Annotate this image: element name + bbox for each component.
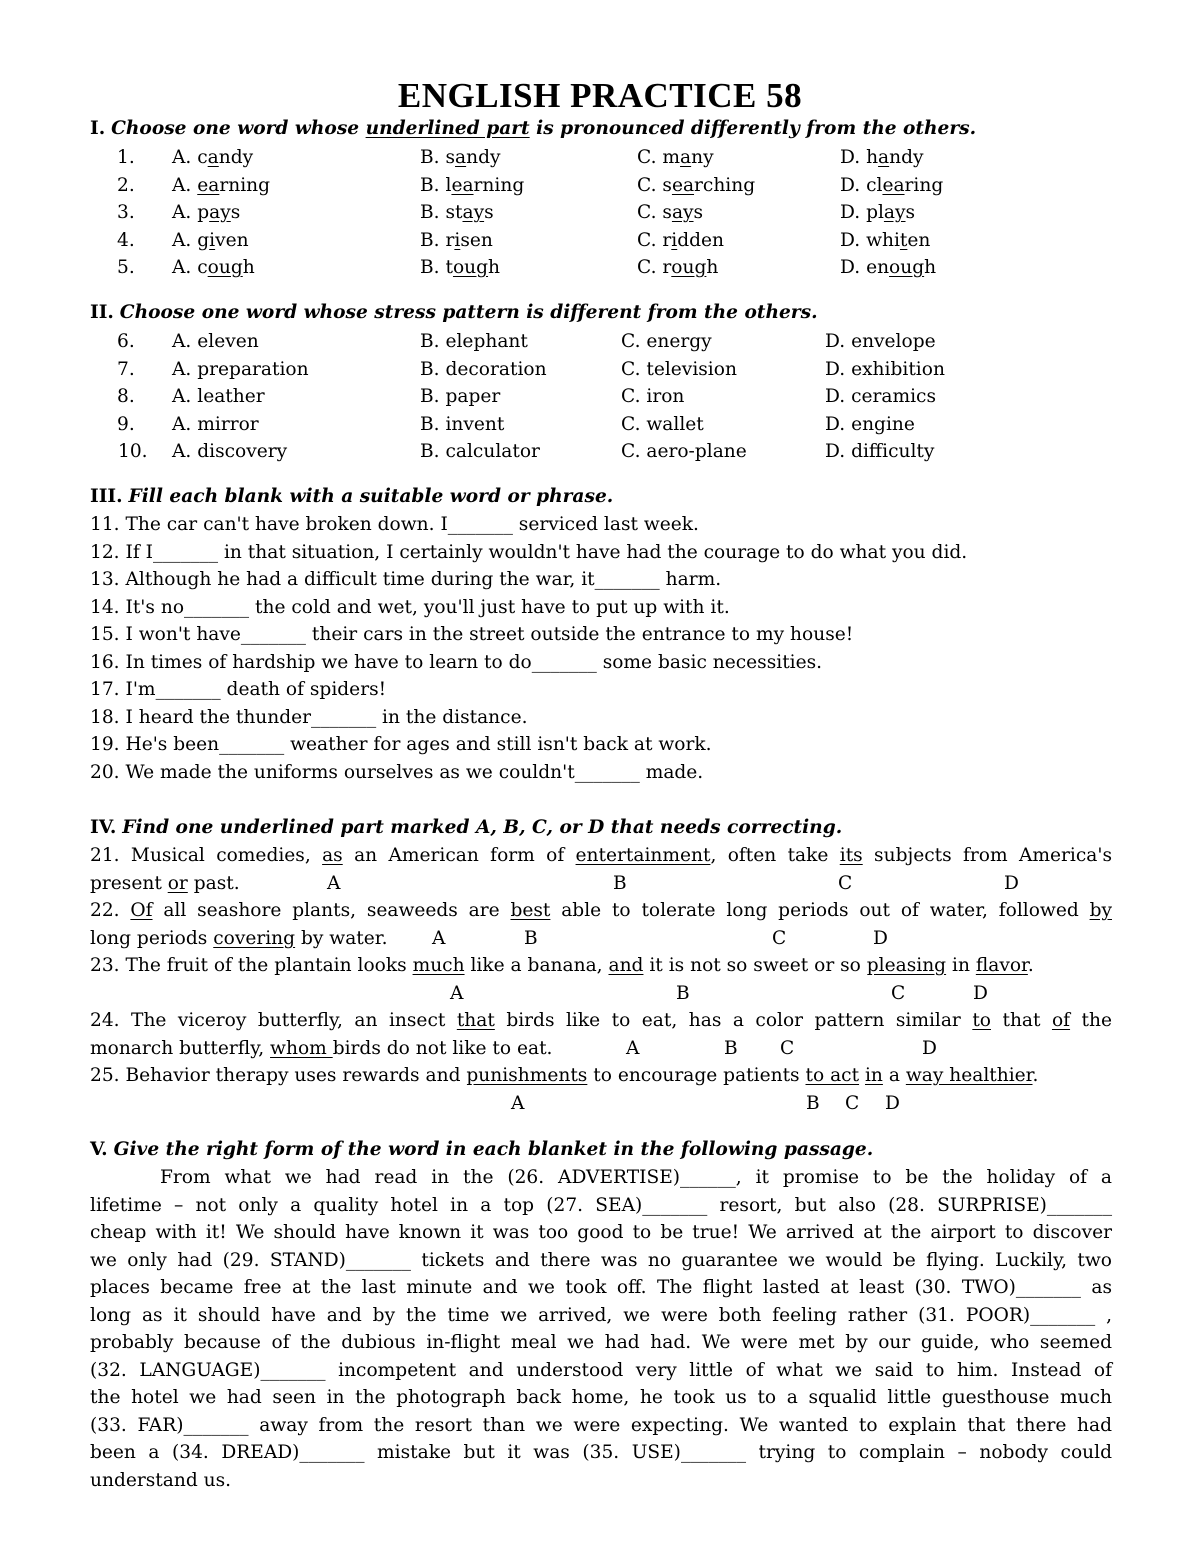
option-a: A. pays <box>172 202 241 223</box>
option-d: D. clearing <box>840 174 944 196</box>
underlined-part-d: way healthier <box>905 1065 1033 1086</box>
answer-letter-d: D <box>885 1093 900 1114</box>
passage-line: long as it should have and by the time we arrived, we were both feeling rather (31. POOR)_______ , <box>90 1304 1112 1326</box>
passage-line: probably because of the dubious in-flight meal we had had. We were met by our guide, who seemed <box>90 1332 1112 1353</box>
passage-line: (33. FAR)_______ away from the resort than we were expecting. We wanted to explain that there had <box>90 1414 1112 1436</box>
question-number: 2. <box>117 174 135 196</box>
question-number: 9. <box>117 413 135 435</box>
page-title: ENGLISH PRACTICE 58 <box>397 76 803 115</box>
passage-line: (32. LANGUAGE)_______ incompetent and understood very little of what we said to him. Instead of <box>90 1359 1112 1381</box>
underlined-part-a: that <box>456 1010 495 1031</box>
underlined-part-c: in <box>864 1065 883 1086</box>
answer-letter-b: B <box>613 873 627 894</box>
option-d: D. enough <box>840 257 937 278</box>
option-c: C. wallet <box>621 413 704 435</box>
section-number: II. <box>90 302 114 323</box>
passage-line: been a (34. DREAD)_______ mistake but it was (35. USE)_______ trying to complain – nobody could <box>90 1442 1112 1463</box>
passage-line: understand us. <box>90 1469 232 1491</box>
option-a: A. eleven <box>172 331 259 352</box>
underlined-part-c: pleasing <box>866 955 947 976</box>
answer-letter-b: B <box>676 983 690 1004</box>
option-b: B. stays <box>420 202 494 223</box>
answer-letter-c: C <box>772 928 787 949</box>
question-number: 7. <box>117 358 135 380</box>
option-d: D. plays <box>840 202 916 223</box>
option-b: B. sandy <box>420 147 501 168</box>
underlined-part-c: of <box>1051 1010 1071 1031</box>
fill-blank-item: 15. I won't have_______ their cars in the street outside the entrance to my house! <box>90 624 854 645</box>
option-d: D. envelope <box>825 331 936 352</box>
answer-letter-d: D <box>973 983 988 1004</box>
underlined-part-d: or <box>167 873 188 894</box>
passage-line: lifetime – not only a quality hotel in a top (27. SEA)_______ resort, but also (28. SURPRISE)_______ <box>90 1194 1112 1216</box>
question-number: 1. <box>117 147 135 168</box>
section-5-heading <box>90 1139 873 1160</box>
fill-blank-item: 16. In times of hardship we have to learn to do_______ some basic necessities. <box>90 651 823 673</box>
passage-line: places became free at the last minute and we took off. The flight lasted at least (30. TWO)_______ as <box>90 1277 1112 1298</box>
answer-letter-a: A <box>450 983 464 1004</box>
underlined-part-b: to <box>972 1010 991 1031</box>
error-question-25-line-1: 25. Behavior therapy uses rewards and punishments to encourage patients to act in a way healthier. <box>90 1065 1039 1086</box>
answer-letter-a: A <box>432 928 446 949</box>
underlined-part-b: entertainment <box>575 845 711 866</box>
answer-letter-c: C <box>891 983 906 1004</box>
section-instruction: Choose one word whose underlined part is pronounced differently from the others. <box>111 118 977 139</box>
section-instruction: Choose one word whose stress pattern is different from the others. <box>119 302 818 323</box>
passage-line: cheap with it! We should have known it was too good to be true! We arrived at the airport to discover <box>90 1222 1112 1243</box>
error-question-21-line-2: present or past. <box>90 873 240 894</box>
section-instruction: Fill each blank with a suitable word or phrase. <box>128 486 614 507</box>
question-number: 5. <box>117 257 135 278</box>
underlined-part-b: to act <box>805 1065 860 1086</box>
answer-letter-a: A <box>511 1093 525 1114</box>
section-instruction: Find one underlined part marked A, B, C, or D that needs correcting. <box>122 817 843 838</box>
passage-line: the hotel we had seen in the photograph back home, he took us to a squalid little guesthouse much <box>90 1387 1112 1408</box>
option-a: A. preparation <box>172 358 309 380</box>
section-4-heading <box>90 817 842 838</box>
answer-letter-b: B <box>724 1038 738 1059</box>
answer-letter-d: D <box>873 928 888 949</box>
option-b: B. paper <box>420 386 501 407</box>
underlined-part-d: flavor <box>975 955 1028 976</box>
error-question-22-line-2: long periods covering by water. <box>90 928 388 949</box>
answer-letter-c: C <box>845 1093 860 1114</box>
option-c: C. energy <box>621 331 712 352</box>
option-d: D. engine <box>825 413 915 435</box>
section-2-heading <box>90 302 818 323</box>
option-a: A. mirror <box>172 413 259 435</box>
option-b: B. learning <box>420 174 525 196</box>
answer-letter-b: B <box>524 928 538 949</box>
error-question-21-line-1: 21. Musical comedies, as an American form of entertainment, often take its subjects from America's <box>90 845 1112 866</box>
underlined-part-a: much <box>412 955 465 976</box>
option-c: C. rough <box>637 257 719 278</box>
option-a: A. discovery <box>172 441 288 462</box>
option-b: B. decoration <box>420 358 547 380</box>
fill-blank-item: 18. I heard the thunder_______ in the distance. <box>90 706 528 728</box>
section-number: I. <box>90 118 106 139</box>
option-d: D. difficulty <box>825 441 935 462</box>
underlined-part-c: its <box>839 845 863 866</box>
fill-blank-item: 19. He's been_______ weather for ages and still isn't back at work. <box>90 734 712 755</box>
option-c: C. aero-plane <box>621 441 747 462</box>
passage-line: we only had (29. STAND)_______ tickets and there was no guarantee we would be flying. Luckily, two <box>90 1249 1112 1271</box>
underlined-part-a: as <box>322 845 343 866</box>
passage-line: From what we had read in the (26. ADVERTISE)______, it promise to be the holiday of a <box>160 1167 1112 1188</box>
fill-blank-item: 17. I'm_______ death of spiders! <box>90 679 387 700</box>
option-b: B. risen <box>420 229 493 251</box>
option-b: B. calculator <box>420 441 540 462</box>
question-number: 6. <box>117 331 135 352</box>
underlined-part-a: punishments <box>466 1065 588 1086</box>
option-d: D. handy <box>840 147 924 168</box>
question-number: 8. <box>117 386 135 407</box>
option-d: D. whiten <box>840 229 931 251</box>
section-1-heading <box>90 118 976 139</box>
underlined-part-d: whom <box>270 1038 333 1059</box>
option-b: B. elephant <box>420 331 528 352</box>
error-question-22-line-1: 22. Of all seashore plants, seaweeds are best able to tolerate long periods out of water, followed by <box>90 900 1112 921</box>
section-number: IV. <box>90 817 117 838</box>
underlined-part-a: Of <box>130 900 153 921</box>
option-c: C. television <box>621 358 737 380</box>
option-a: A. cough <box>172 257 255 278</box>
answer-letter-b: B <box>806 1093 820 1114</box>
answer-letter-d: D <box>922 1038 937 1059</box>
question-number: 10. <box>118 441 148 462</box>
question-number: 4. <box>117 229 135 251</box>
option-c: C. searching <box>637 174 756 196</box>
section-number: V. <box>90 1139 108 1160</box>
option-d: D. ceramics <box>825 386 936 407</box>
fill-blank-item: 14. It's no_______ the cold and wet, you'll just have to put up with it. <box>90 596 730 618</box>
underlined-part-c: by <box>1089 900 1112 921</box>
answer-letter-c: C <box>780 1038 795 1059</box>
section-number: III. <box>90 486 123 507</box>
option-d: D. exhibition <box>825 358 945 380</box>
underlined-part-d: covering <box>213 928 296 949</box>
option-c: C. iron <box>621 386 685 407</box>
fill-blank-item: 13. Although he had a difficult time during the war, it_______ harm. <box>90 569 722 590</box>
option-a: A. candy <box>172 147 254 168</box>
option-a: A. earning <box>172 174 271 196</box>
section-3-heading <box>90 486 613 507</box>
option-c: C. ridden <box>637 229 725 251</box>
question-number: 3. <box>117 202 135 223</box>
error-question-23-line-1: 23. The fruit of the plantain looks much like a banana, and it is not so sweet or so pleasing in flavor. <box>90 955 1034 976</box>
error-question-24-line-1: 24. The viceroy butterfly, an insect that birds like to eat, has a color pattern similar to that of the <box>90 1010 1112 1031</box>
section-instruction: Give the right form of the word in each blanket in the following passage. <box>113 1139 874 1160</box>
option-c: C. many <box>637 147 714 168</box>
answer-letter-a: A <box>327 873 341 894</box>
option-b: B. invent <box>420 413 505 435</box>
fill-blank-item: 20. We made the uniforms ourselves as we couldn't_______ made. <box>90 761 704 783</box>
option-a: A. leather <box>172 386 265 407</box>
answer-letter-d: D <box>1004 873 1019 894</box>
error-question-24-line-2: monarch butterfly, whom birds do not like to eat. <box>90 1038 553 1059</box>
option-c: C. says <box>637 202 704 223</box>
underlined-part-b: and <box>608 955 644 976</box>
option-b: B. tough <box>420 257 501 278</box>
answer-letter-a: A <box>626 1038 640 1059</box>
answer-letter-c: C <box>838 873 853 894</box>
fill-blank-item: 11. The car can't have broken down. I_______ serviced last week. <box>90 514 699 535</box>
fill-blank-item: 12. If I_______ in that situation, I certainly wouldn't have had the courage to do what you did. <box>90 541 968 563</box>
option-a: A. given <box>172 229 249 251</box>
underlined-part-b: best <box>510 900 551 921</box>
